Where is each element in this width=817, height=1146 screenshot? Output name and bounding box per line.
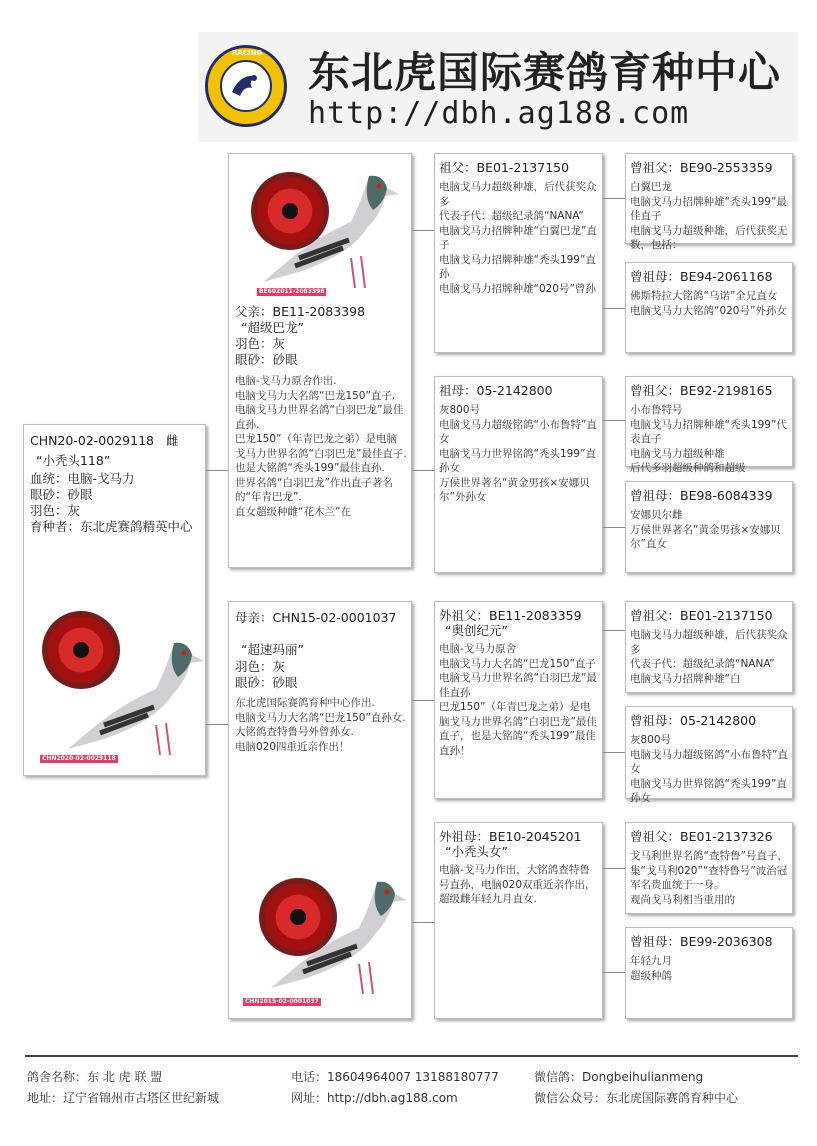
great-grandparent-notes: 小布鲁特号 电脑戈马力招牌种雄“秃头199”代表直子 电脑戈马力超级种雄 后代多羽超级种鸽和超级	[630, 404, 787, 474]
great-grandparent-notes: 戈马利世界名鸽“查特鲁”号直子，集“戈马利020”“查特鲁号”波治冠军名贵血统于一身。 观尚戈马利相当重用的	[630, 850, 788, 906]
connector-line	[603, 630, 625, 631]
grandparent-title: 外祖母：BE10-2045201	[439, 829, 582, 844]
great-grandparent-title: 曾祖父：BE92-2198165	[630, 383, 773, 398]
logo	[205, 45, 287, 127]
grandparent-notes: 电脑-戈马力作出，大铭鸽查特鲁号直孙，电脑020双重近亲作出，超级雌年轻九月直女.	[439, 864, 596, 905]
footer-phone: 电话：18604964007 13188180777	[291, 1070, 499, 1084]
footer-address: 地址：辽宁省锦州市古塔区世纪新城	[27, 1091, 220, 1105]
great-grandparent-card	[625, 153, 793, 251]
connector-line	[412, 230, 434, 231]
connector-line	[412, 470, 434, 471]
dam-notes: 东北虎国际赛鸽育种中心作出. 电脑戈马力大名鸽“巴龙150”直孙女. 大铭鸽查特鲁号外曾孙女. 电脑020四重近亲作出！	[235, 697, 406, 753]
grandparent-name: “小秃头女”	[445, 844, 508, 859]
subject-breeder: 育种者：东北虎赛鸽精英中心	[30, 519, 193, 534]
grandparent-card	[434, 376, 603, 573]
sire-card	[228, 153, 412, 568]
great-grandparent-notes: 年轻九月 超级种鸽	[630, 955, 672, 982]
dam-pigeon-photo	[267, 868, 407, 1008]
subject-card	[23, 424, 206, 776]
great-grandparent-card	[625, 262, 793, 353]
great-grandparent-notes: 佛斯特拉大铭鸽“乌诺”全兄直女 电脑戈马力大铭鸽“020号”外孙女	[630, 290, 787, 317]
dam-ring: 母亲：CHN15-02-0001037	[235, 610, 397, 625]
connector-line	[603, 972, 625, 973]
page-title: 东北虎国际赛鸽育种中心	[308, 48, 782, 97]
sire-photo-tag: BE602011-2083398	[259, 288, 325, 295]
great-grandparent-card	[625, 706, 793, 804]
grandparent-notes: 电脑戈马力超级种雄，后代获奖众多 代表子代：超级纪录鸽“NANA” 电脑戈马力招牌种雄“白翼巴龙”直子 电脑戈马力招牌种雄“秃头199”直孙 电脑戈马力招牌种雄“020号”曾孙	[439, 181, 597, 295]
subject-ring: CHN20-02-0029118	[30, 433, 154, 448]
grandparent-notes: 电脑-戈马力原舍 电脑戈马力大名鸽“巴龙150”直子 电脑戈马力世界名鸽“白羽巴龙”最佳直孙 巴龙150”（年青巴龙之弟）是电脑戈马力世界名鸽“白羽巴龙”最佳直子，也是大铭鸽“秃头199”最佳直孙！	[439, 643, 597, 757]
great-grandparent-card	[625, 601, 793, 693]
dam-eye: 眼砂：砂眼	[235, 675, 298, 690]
great-grandparent-title: 曾祖母：BE98-6084339	[630, 488, 773, 503]
subject-pigeon-photo	[64, 629, 204, 769]
great-grandparent-card	[625, 481, 793, 573]
footer-wechat-public: 微信公众号：东北虎国际赛鸽育种中心	[534, 1091, 739, 1105]
connector-line	[603, 308, 625, 309]
grandparent-card	[434, 822, 603, 1019]
connector-line	[603, 868, 625, 869]
footer-wechat: 微信鸽：Dongbeihulianmeng	[534, 1070, 704, 1084]
footer-name: 鸽舍名称：东 北 虎 联 盟	[27, 1070, 163, 1084]
logo-text-top: RACING	[232, 49, 263, 57]
connector-line	[603, 198, 625, 199]
tiger-logo-icon	[220, 60, 272, 112]
subject-bloodline: 血统：电脑-戈马力	[30, 471, 135, 486]
grandparent-card	[434, 153, 603, 353]
grandparent-card	[434, 601, 603, 799]
connector-line	[206, 470, 228, 471]
great-grandparent-notes: 安娜贝尔雌 万侯世界著名“黄金男孩×安娜贝尔”直女	[630, 509, 781, 550]
grandparent-title: 祖父：BE01-2137150	[439, 160, 570, 175]
footer-site: 网址：http://dbh.ag188.com	[291, 1091, 458, 1105]
connector-line	[412, 922, 434, 923]
great-grandparent-card	[625, 376, 793, 474]
site-url: http://dbh.ag188.com	[308, 96, 690, 131]
great-grandparent-card	[625, 822, 793, 914]
connector-line	[412, 700, 434, 701]
sire-name: “超级巴龙”	[241, 320, 304, 335]
grandparent-title: 外祖父：BE11-2083359	[439, 608, 582, 623]
connector-line	[603, 752, 625, 753]
great-grandparent-title: 曾祖母：BE94-2061168	[630, 269, 773, 284]
grandparent-name: “奥创纪元”	[445, 623, 508, 638]
subject-photo-tag: CHN2020-02-0029118	[42, 755, 116, 762]
sire-ring: 父亲：BE11-2083398	[235, 304, 366, 319]
great-grandparent-title: 曾祖父：BE01-2137326	[630, 829, 773, 844]
dam-name: “超速玛丽”	[241, 642, 304, 657]
sire-eye: 眼砂：砂眼	[235, 352, 298, 367]
dam-color: 羽色：灰	[235, 659, 286, 674]
grandparent-notes: 灰800号 电脑戈马力超级铭鸽“小布鲁特”直女 电脑戈马力世界铭鸽“秃头199”直孙女 万侯世界著名“黄金男孩×安娜贝尔”外孙女	[439, 404, 597, 503]
footer-divider	[25, 1055, 798, 1057]
subject-color: 羽色：灰	[30, 503, 81, 518]
dam-photo-tag: CHN2015-02-0001037	[245, 998, 319, 1005]
sire-color: 羽色：灰	[235, 336, 286, 351]
great-grandparent-notes: 白翼巴龙 电脑戈马力招牌种雄“秃头199”最佳直子 电脑戈马力超级种雄，后代获奖无数，包括：	[630, 181, 788, 251]
sire-notes: 电脑-戈马力原舍作出. 电脑戈马力大名鸽“巴龙150”直子. 电脑戈马力世界名鸽“白羽巴龙”最佳直孙. 巴龙150”（年青巴龙之弟）是电脑戈马力世界名鸽“白羽巴龙”最佳直子. 也是大铭鸽“秃头199”最佳直孙. 世界名鸽“白羽巴龙”作出直子著名的“年青巴龙”. 直女超级种雌“花木兰”在	[235, 375, 407, 518]
subject-name: “小秃头118”	[36, 453, 111, 468]
great-grandparent-notes: 灰800号 电脑戈马力超级铭鸽“小布鲁特”直女 电脑戈马力世界铭鸽“秃头199”直孙女	[630, 734, 788, 804]
connector-line	[603, 527, 625, 528]
great-grandparent-notes: 电脑戈马力超级种雄，后代获奖众多 代表子代：超级纪录鸽“NANA” 电脑戈马力招牌种雄“白	[630, 629, 788, 685]
great-grandparent-card	[625, 927, 793, 1019]
subject-eye: 眼砂：砂眼	[30, 487, 93, 502]
subject-sex: 雌	[165, 433, 179, 448]
great-grandparent-title: 曾祖母：BE99-2036308	[630, 934, 773, 949]
great-grandparent-title: 曾祖母：05-2142800	[630, 713, 757, 728]
great-grandparent-title: 曾祖父：BE01-2137150	[630, 608, 773, 623]
connector-line	[206, 724, 228, 725]
great-grandparent-title: 曾祖父：BE90-2553359	[630, 160, 773, 175]
grandparent-title: 祖母：05-2142800	[439, 383, 553, 398]
sire-pigeon-photo	[259, 162, 399, 302]
dam-card	[228, 601, 412, 1019]
connector-line	[603, 420, 625, 421]
